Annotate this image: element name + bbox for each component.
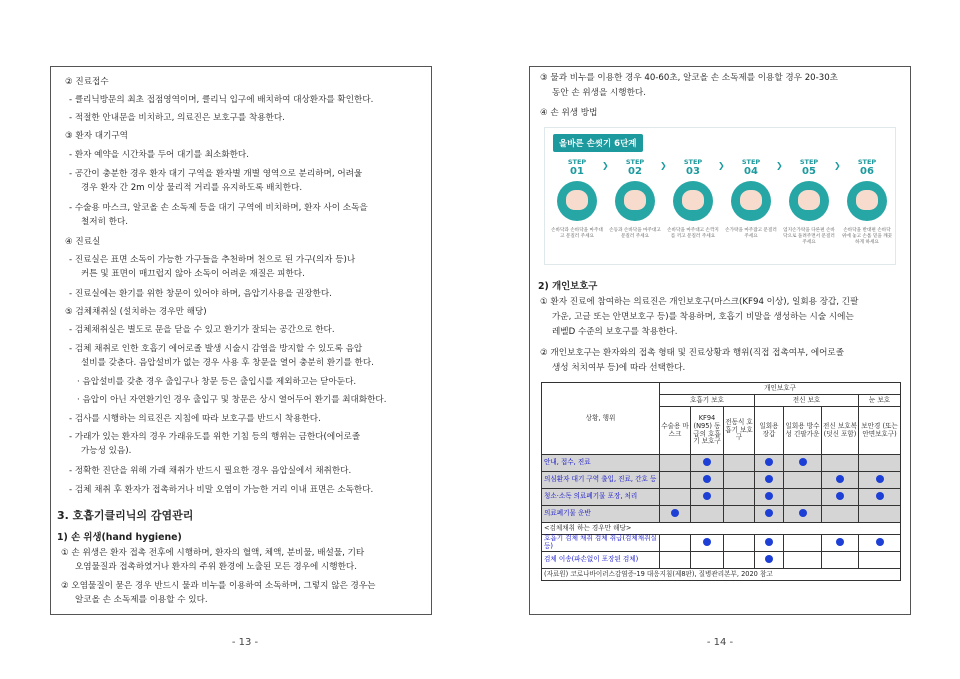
- chevron-right-icon: ❯: [834, 161, 841, 170]
- handwash-banner: [544, 127, 896, 265]
- step-caption: 손바닥을 마주대고 손깍지를 끼고 문질러 주세요: [667, 228, 719, 239]
- step-caption: 손가락을 마주잡고 문질러 주세요: [725, 228, 777, 239]
- text-line: ② 개인보호구는 환자와의 접촉 형태 및 진료상황과 행위(직접 접촉여부, 에어로졸: [540, 348, 845, 358]
- text-line: - 검체채취실은 별도로 문을 닫을 수 있고 환기가 잘되는 공간으로 한다.: [69, 325, 335, 335]
- step-label: STEP: [799, 158, 819, 166]
- text-line: 가능성 있음).: [81, 446, 132, 456]
- dot-icon: [703, 475, 711, 483]
- page-left: [50, 66, 432, 615]
- table-cell: [724, 472, 755, 489]
- row-label: 호흡기 검체 채취 검체 취급(검체채취실 등): [542, 535, 660, 552]
- table-cell: [755, 506, 784, 523]
- table-cell: [724, 455, 755, 472]
- column-header: 전신 보호복 (덧신 포함): [822, 407, 859, 455]
- table-cell: [724, 489, 755, 506]
- dot-icon: [765, 492, 773, 500]
- text-line: - 진료실은 표면 소독이 가능한 가구들을 추천하며 천으로 된 가구(의자 등)나: [69, 255, 356, 265]
- hands-icon: [566, 190, 588, 210]
- step-card: [725, 158, 777, 258]
- table-cell: [784, 489, 822, 506]
- dot-icon: [799, 509, 807, 517]
- column-header: 전동식 호흡기 보호구: [724, 407, 755, 455]
- table-row: [542, 455, 901, 472]
- column-header: 수술용 마스크: [660, 407, 691, 455]
- text-line: - 가래가 있는 환자의 경우 가래유도를 위한 기침 등의 행위는 금한다(에어로졸: [69, 432, 361, 442]
- table-cell: [822, 506, 859, 523]
- table-cell: [822, 455, 859, 472]
- row-label: 검체 이송(파손없이 포장된 검체): [542, 552, 660, 569]
- text-line: 레벨D 수준의 보호구를 착용한다.: [552, 327, 678, 337]
- text-line: - 정확한 진단을 위해 가래 채취가 반드시 필요한 경우 음압실에서 채취한다.: [69, 466, 352, 476]
- section-title: 2) 개인보호구: [538, 281, 598, 292]
- text-line: 철저히 한다.: [81, 217, 128, 227]
- step-label: STEP: [683, 158, 703, 166]
- dot-icon: [703, 538, 711, 546]
- step-card: [783, 158, 835, 258]
- step-label: STEP: [567, 158, 587, 166]
- hands-icon: [624, 190, 646, 210]
- column-header: 일회용 방수성 긴팔가운: [784, 407, 822, 455]
- table-row: [542, 535, 901, 552]
- table-cell: [755, 535, 784, 552]
- table-cell: [859, 489, 901, 506]
- hands-icon: [798, 190, 820, 210]
- table-row: [542, 506, 901, 523]
- table-cell: [660, 472, 691, 489]
- dot-icon: [765, 475, 773, 483]
- table-cell: [822, 535, 859, 552]
- table-cell: [755, 552, 784, 569]
- chevron-right-icon: ❯: [718, 161, 725, 170]
- text-line: - 클리닉방문의 최초 접점영역이며, 클리닉 입구에 배치하여 대상환자를 확인한다.: [69, 95, 374, 105]
- step-caption: 손바닥과 손바닥을 마주대고 문질러 주세요: [551, 228, 603, 239]
- text-line: ② 오염물질이 묻은 경우 반드시 물과 비누를 이용하여 소독하며, 그렇지 않은 경우는: [61, 581, 376, 591]
- table-cell: [660, 535, 691, 552]
- section-title: 3. 호흡기클리닉의 감염관리: [57, 509, 194, 522]
- text-line: 생성 처치여부 등)에 따라 선택한다.: [552, 363, 686, 373]
- table-cell: [660, 455, 691, 472]
- step-caption: 엄지손가락을 다른편 손바닥으로 돌려주면서 문질러 주세요: [783, 228, 835, 245]
- text-line: 동안 손 위생을 시행한다.: [552, 88, 646, 98]
- text-line: 커튼 및 표면이 매끄럽지 않아 소독이 어려운 재질은 피한다.: [81, 269, 305, 279]
- page-number: - 13 -: [231, 637, 259, 648]
- step-label: STEP: [857, 158, 877, 166]
- dot-icon: [703, 458, 711, 466]
- text-line: 경우 환자 간 2m 이상 물리적 거리를 유지하도록 배치한다.: [81, 183, 303, 193]
- step-card: [609, 158, 661, 258]
- text-line: - 검사를 시행하는 의료진은 지침에 따라 보호구를 반드시 착용한다.: [69, 414, 321, 424]
- text-line: - 공간이 충분한 경우 환자 대기 구역을 환자별 개별 영역으로 분리하며, 어려울: [69, 169, 363, 179]
- page-right: [529, 66, 911, 615]
- table-cell: [755, 472, 784, 489]
- hands-icon: [856, 190, 878, 210]
- step-number: 06: [860, 166, 874, 177]
- dot-icon: [765, 458, 773, 466]
- row-label: 의심환자 대기 구역 출입, 진료, 간호 등: [542, 472, 660, 489]
- step-number: 04: [744, 166, 758, 177]
- group-header: 호흡기 보호: [660, 395, 755, 407]
- text-line: - 환자 예약을 시간차를 두어 대기를 최소화한다.: [69, 150, 249, 160]
- dot-icon: [836, 538, 844, 546]
- table-cell: [784, 535, 822, 552]
- step-number: 05: [802, 166, 816, 177]
- step-number: 02: [628, 166, 642, 177]
- table-cell: [691, 535, 724, 552]
- step-number: 03: [686, 166, 700, 177]
- chevron-right-icon: ❯: [776, 161, 783, 170]
- banner-title: 올바른 손씻기 6단계: [553, 134, 643, 152]
- column-header: 일회용 장갑: [755, 407, 784, 455]
- text-line: 오염물질과 접촉하였거나 환자의 주위 환경에 노출된 모든 경우에 시행한다.: [75, 562, 357, 572]
- table-subsection: <검체채취 하는 경우만 해당>: [542, 523, 901, 535]
- table-cell: [724, 506, 755, 523]
- table-cell: [784, 552, 822, 569]
- dot-icon: [799, 458, 807, 466]
- table-cell: [691, 489, 724, 506]
- table-cell: [859, 455, 901, 472]
- text-line: ④ 진료실: [65, 237, 101, 247]
- table-cell: [660, 506, 691, 523]
- dot-icon: [765, 555, 773, 563]
- dot-icon: [671, 509, 679, 517]
- text-line: - 검체 채취 후 환자가 접촉하거나 비말 오염이 가능한 거리 이내 표면은 소독한다.: [69, 485, 374, 495]
- text-line: - 진료실에는 환기를 위한 창문이 있어야 하며, 음압기사용을 권장한다.: [69, 289, 332, 299]
- table-body: [542, 455, 901, 523]
- text-line: ③ 물과 비누를 이용한 경우 40-60초, 알코올 손 소독제를 이용할 경우 20-30초: [540, 73, 838, 83]
- dot-icon: [876, 492, 884, 500]
- step-label: STEP: [741, 158, 761, 166]
- table-source: (자료원) 코로나바이러스감염증-19 대응지침(제8판), 질병관리본부, 2020 참고: [542, 569, 901, 581]
- step-caption: 손등과 손바닥을 마주대고 문질러 주세요: [609, 228, 661, 239]
- table-row: [542, 472, 901, 489]
- step-label: STEP: [625, 158, 645, 166]
- row-label: 청소·소독 의료폐기물 포장, 처리: [542, 489, 660, 506]
- text-line: - 수술용 마스크, 알코올 손 소독제 등을 대기 구역에 비치하며, 환자 사이 소독을: [69, 203, 368, 213]
- text-line: - 적절한 안내문을 비치하고, 의료진은 보호구를 착용한다.: [69, 113, 285, 123]
- table-cell: [822, 489, 859, 506]
- text-line: ① 환자 진료에 참여하는 의료진은 개인보호구(마스크(KF94 이상), 일회용 장갑, 긴팔: [540, 297, 859, 307]
- table-cell: [859, 472, 901, 489]
- text-line: · 음압설비를 갖춘 경우 출입구나 창문 등은 출입시를 제외하고는 닫아둔다.: [77, 377, 357, 387]
- table-body: [542, 535, 901, 569]
- table-cell: [691, 455, 724, 472]
- group-header: 전신 보호: [755, 395, 859, 407]
- text-line: ③ 환자 대기구역: [65, 131, 128, 141]
- text-line: ⑤ 검체채취실 (설치하는 경우만 해당): [65, 307, 207, 317]
- column-header: 보안경 (또는 안면보호구): [859, 407, 901, 455]
- group-header: 눈 보호: [859, 395, 901, 407]
- subsection-title: 1) 손 위생(hand hygiene): [57, 532, 182, 543]
- step-card: [667, 158, 719, 258]
- dot-icon: [765, 509, 773, 517]
- hands-icon: [740, 190, 762, 210]
- text-line: · 음압이 아닌 자연환기인 경우 출입구 및 창문은 상시 열어두어 환기를 최대화한다.: [77, 395, 387, 405]
- step-card: [551, 158, 603, 258]
- table-row: [542, 552, 901, 569]
- table-cell: [784, 455, 822, 472]
- chevron-right-icon: ❯: [602, 161, 609, 170]
- table-cell: [724, 552, 755, 569]
- chevron-right-icon: ❯: [660, 161, 667, 170]
- text-line: 설비를 갖춘다. 음압설비가 없는 경우 사용 후 창문을 열어 충분히 환기를 한다.: [81, 358, 374, 368]
- table-cell: [822, 552, 859, 569]
- step-number: 01: [570, 166, 584, 177]
- step-caption: 손바닥을 반대편 손바닥 위에 놓고 손톱 밑을 깨끗하게 하세요: [841, 228, 893, 245]
- dot-icon: [876, 475, 884, 483]
- table-cell: [660, 489, 691, 506]
- table-cell: [859, 506, 901, 523]
- row-label: 의료폐기물 운반: [542, 506, 660, 523]
- table-cell: [660, 552, 691, 569]
- text-line: 가운, 고글 또는 안면보호구 등)를 착용하며, 호흡기 비말을 생성하는 시술 시에는: [552, 312, 854, 322]
- text-line: ④ 손 위생 방법: [540, 108, 598, 118]
- table-cell: [724, 535, 755, 552]
- table-cell: [822, 472, 859, 489]
- dot-icon: [836, 492, 844, 500]
- table-cell: [784, 472, 822, 489]
- dot-icon: [876, 538, 884, 546]
- dot-icon: [836, 475, 844, 483]
- header-top: 개인보호구: [660, 383, 901, 395]
- row-label: 안내, 접수, 진료: [542, 455, 660, 472]
- table-row: [542, 489, 901, 506]
- table-cell: [755, 489, 784, 506]
- table-cell: [859, 535, 901, 552]
- row-header: 상황, 행위: [542, 383, 660, 455]
- table-cell: [755, 455, 784, 472]
- table-cell: [691, 506, 724, 523]
- dot-icon: [703, 492, 711, 500]
- text-line: ① 손 위생은 환자 접촉 전후에 시행하며, 환자의 혈액, 체액, 분비물, 배설물, 기타: [61, 548, 365, 558]
- column-header: KF94 (N95) 동급의 호흡기 보호구: [691, 407, 724, 455]
- text-line: - 검체 채취로 인한 호흡기 에어로졸 발생 시술시 감염을 방지할 수 있도록 음압: [69, 344, 363, 354]
- hands-icon: [682, 190, 704, 210]
- table-cell: [859, 552, 901, 569]
- ppe-table: [541, 382, 901, 581]
- table-cell: [691, 552, 724, 569]
- text-line: ② 진료접수: [65, 77, 109, 87]
- dot-icon: [765, 538, 773, 546]
- page-number: - 14 -: [706, 637, 734, 648]
- table-cell: [691, 472, 724, 489]
- table-cell: [784, 506, 822, 523]
- text-line: 알코올 손 소독제를 이용할 수 있다.: [75, 595, 208, 605]
- step-card: [841, 158, 893, 258]
